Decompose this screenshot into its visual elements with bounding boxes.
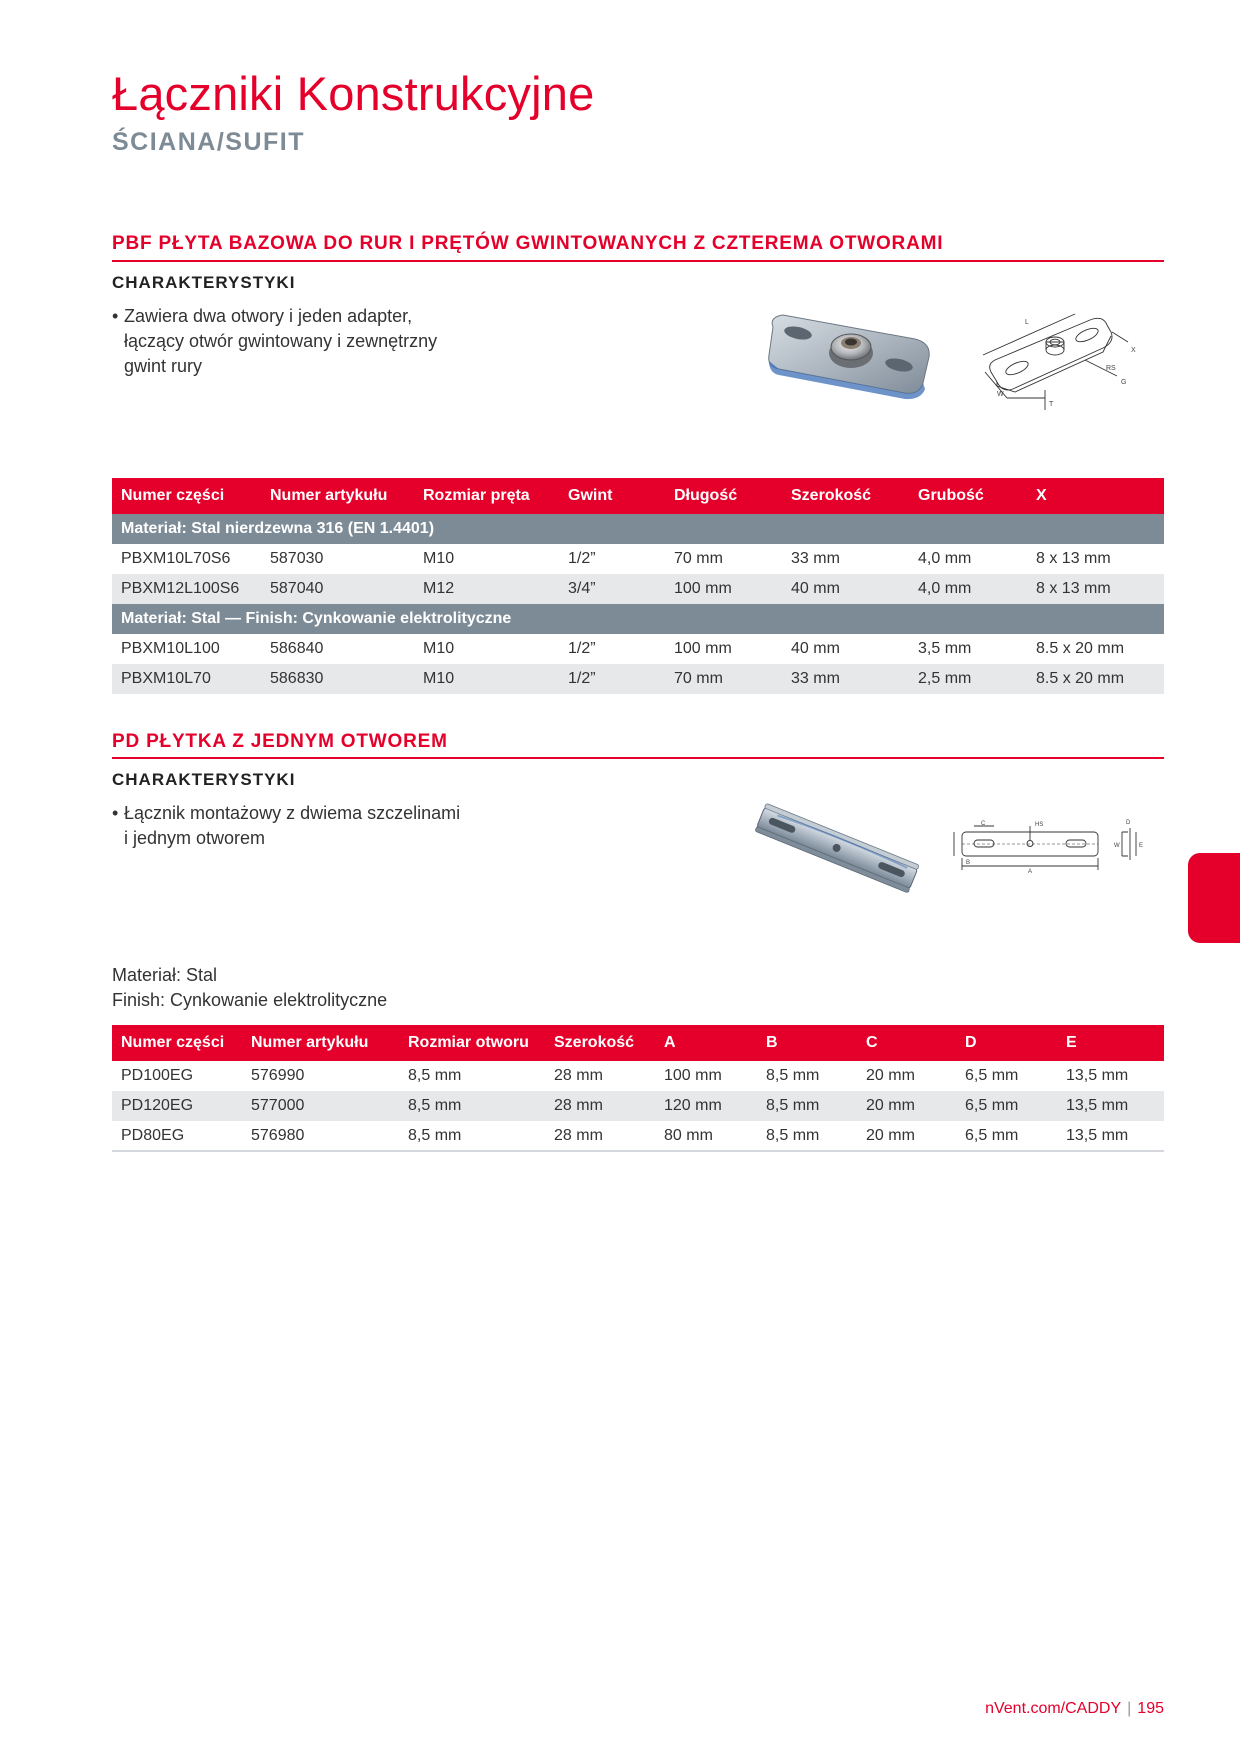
table-row — [112, 574, 1164, 604]
dimension-label-x: X — [1131, 347, 1136, 354]
table-cell: 576980 — [242, 1121, 399, 1151]
column-header: Szerokość — [545, 1025, 655, 1061]
table-cell: M10 — [414, 664, 559, 694]
table-cell: 20 mm — [857, 1091, 956, 1121]
table-cell: 100 mm — [674, 640, 732, 657]
finish-note: Finish: Cynkowanie elektrolityczne — [112, 990, 388, 1010]
material-row — [112, 514, 1164, 544]
section-title-pbf: PBF PŁYTA BAZOWA DO RUR I PRĘTÓW GWINTOWANYCH Z CZTEREMA OTWORAMI — [112, 233, 944, 254]
table-cell: 576990 — [251, 1067, 305, 1084]
table-row — [112, 1121, 1164, 1151]
table-cell: 587030 — [270, 550, 324, 567]
table-cell: 1/2” — [559, 664, 665, 694]
table-row — [112, 1061, 1164, 1091]
table-cell: PBXM12L100S6 — [112, 574, 261, 604]
column-header: Rozmiar otworu — [399, 1025, 545, 1061]
dimension-label-g: G — [1121, 379, 1127, 386]
table-cell: 587040 — [261, 574, 414, 604]
table-header-row — [112, 1025, 1164, 1061]
bullet-dot: • — [112, 306, 119, 326]
column-header: Długość — [665, 478, 782, 514]
table-cell: M10 — [423, 550, 455, 567]
table-cell: 1/2” — [568, 550, 596, 567]
table-cell: 20 mm — [857, 1121, 956, 1151]
table-cell: 8,5 mm — [757, 1091, 857, 1121]
spec-table-pd — [112, 1025, 1164, 1152]
product-photo-pbf — [765, 305, 940, 400]
dimension-label-t: T — [1049, 401, 1054, 408]
table-cell: 28 mm — [545, 1121, 655, 1151]
column-header: C — [857, 1025, 956, 1061]
footer-separator: | — [1127, 1700, 1132, 1717]
column-header: Numer części — [112, 478, 261, 514]
material-row — [112, 604, 1164, 634]
dimension-label-rs: RS — [1106, 365, 1116, 372]
dimension-label-e: E — [1139, 843, 1144, 849]
table-cell: PD100EG — [121, 1067, 194, 1084]
technical-drawing-pbf — [975, 300, 1150, 410]
feature-bullet: • Zawiera dwa otwory i jeden adapter, łączący otwór gwintowany i zewnętrzny gwint rury — [112, 306, 438, 376]
table-cell: 6,5 mm — [956, 1121, 1057, 1151]
dimension-label-d: D — [1126, 820, 1131, 826]
table-cell: 33 mm — [782, 664, 909, 694]
table-cell: 8 x 13 mm — [1036, 550, 1111, 567]
table-cell: M10 — [423, 640, 455, 657]
table-cell: PD120EG — [112, 1091, 242, 1121]
dimension-label-w: W — [1114, 843, 1120, 849]
technical-drawing-pd — [950, 818, 1150, 878]
table-cell: 8.5 x 20 mm — [1027, 664, 1164, 694]
material-label: Materiał: Stal nierdzewna 316 (EN 1.4401) — [112, 514, 1164, 544]
table-row — [112, 1091, 1164, 1121]
bullet-dot: • — [112, 803, 119, 823]
page-subtitle: ŚCIANA/SUFIT — [112, 128, 305, 156]
characteristics-heading: CHARAKTERYSTYKI — [112, 770, 296, 789]
table-cell: PBXM10L70 — [112, 664, 261, 694]
column-header: A — [655, 1025, 757, 1061]
table-cell: 13,5 mm — [1057, 1091, 1164, 1121]
table-cell: 70 mm — [665, 664, 782, 694]
table-cell: 8 x 13 mm — [1027, 574, 1164, 604]
page-title: Łączniki Konstrukcyjne — [112, 67, 595, 120]
column-header: Szerokość — [782, 478, 909, 514]
table-header-row — [112, 478, 1164, 514]
material-note: Materiał: Stal — [112, 965, 218, 985]
table-cell: 40 mm — [791, 640, 840, 657]
table-cell: 80 mm — [655, 1121, 757, 1151]
table-cell: PD80EG — [112, 1121, 242, 1151]
table-cell: 8.5 x 20 mm — [1036, 640, 1125, 657]
page-footer — [985, 1700, 1164, 1718]
table-cell: 4,0 mm — [909, 574, 1027, 604]
table-cell: 100 mm — [664, 1067, 722, 1084]
table-row — [112, 634, 1164, 664]
table-cell: 13,5 mm — [1066, 1067, 1129, 1084]
column-header: Numer artykułu — [261, 478, 414, 514]
column-header: Grubość — [909, 478, 1027, 514]
dimension-label-a: A — [1028, 869, 1033, 875]
table-cell: 1/2” — [568, 640, 596, 657]
table-cell: PBXM10L100 — [121, 640, 220, 657]
table-cell: 100 mm — [665, 574, 782, 604]
dimension-label-b: B — [966, 860, 971, 866]
table-cell: 586840 — [270, 640, 324, 657]
chapter-side-tab — [1188, 853, 1240, 943]
column-header: E — [1057, 1025, 1164, 1061]
table-cell: 8,5 mm — [766, 1067, 820, 1084]
table-cell: 28 mm — [545, 1091, 655, 1121]
table-cell: 8,5 mm — [757, 1121, 857, 1151]
table-cell: 120 mm — [655, 1091, 757, 1121]
footer-url-link[interactable]: nVent.com/CADDY — [985, 1700, 1122, 1717]
table-cell: 586830 — [261, 664, 414, 694]
column-header: Rozmiar pręta — [414, 478, 559, 514]
column-header: D — [956, 1025, 1057, 1061]
table-cell: 8,5 mm — [408, 1067, 462, 1084]
table-row — [112, 664, 1164, 694]
column-header: B — [757, 1025, 857, 1061]
table-cell: 13,5 mm — [1057, 1121, 1164, 1151]
spec-table-pbf — [112, 478, 1164, 694]
characteristics-heading: CHARAKTERYSTYKI — [112, 273, 296, 292]
section-divider — [112, 260, 1164, 262]
column-header: X — [1027, 478, 1164, 514]
table-cell: 33 mm — [791, 550, 840, 567]
column-header: Gwint — [559, 478, 665, 514]
table-cell: 6,5 mm — [956, 1091, 1057, 1121]
feature-bullet: • Łącznik montażowy z dwiema szczelinami i jednym otworem — [112, 803, 461, 848]
table-cell: M12 — [414, 574, 559, 604]
column-header: Numer artykułu — [242, 1025, 399, 1061]
table-cell: 3,5 mm — [918, 640, 972, 657]
column-header: Numer części — [112, 1025, 242, 1061]
table-cell: 8,5 mm — [399, 1121, 545, 1151]
table-cell: 8,5 mm — [399, 1091, 545, 1121]
section-divider — [112, 757, 1164, 759]
table-row — [112, 544, 1164, 574]
table-cell: 20 mm — [866, 1067, 915, 1084]
table-cell: 577000 — [242, 1091, 399, 1121]
dimension-label-hs: HS — [1035, 822, 1044, 828]
table-cell: 28 mm — [554, 1067, 603, 1084]
table-cell: 2,5 mm — [909, 664, 1027, 694]
product-photo-pd — [750, 800, 925, 895]
page-number: 195 — [1137, 1700, 1164, 1717]
dimension-label-l: L — [1025, 319, 1029, 326]
table-cell: 40 mm — [782, 574, 909, 604]
table-cell: 6,5 mm — [965, 1067, 1019, 1084]
table-cell: 4,0 mm — [918, 550, 972, 567]
table-cell: PBXM10L70S6 — [121, 550, 231, 567]
section-title-pd: PD PŁYTKA Z JEDNYM OTWOREM — [112, 731, 448, 752]
dimension-label-c: C — [981, 821, 986, 827]
table-cell: 3/4” — [559, 574, 665, 604]
dimension-label-w: W — [997, 391, 1004, 398]
table-cell: 70 mm — [674, 550, 723, 567]
material-label: Materiał: Stal — Finish: Cynkowanie elektrolityczne — [112, 604, 1164, 634]
